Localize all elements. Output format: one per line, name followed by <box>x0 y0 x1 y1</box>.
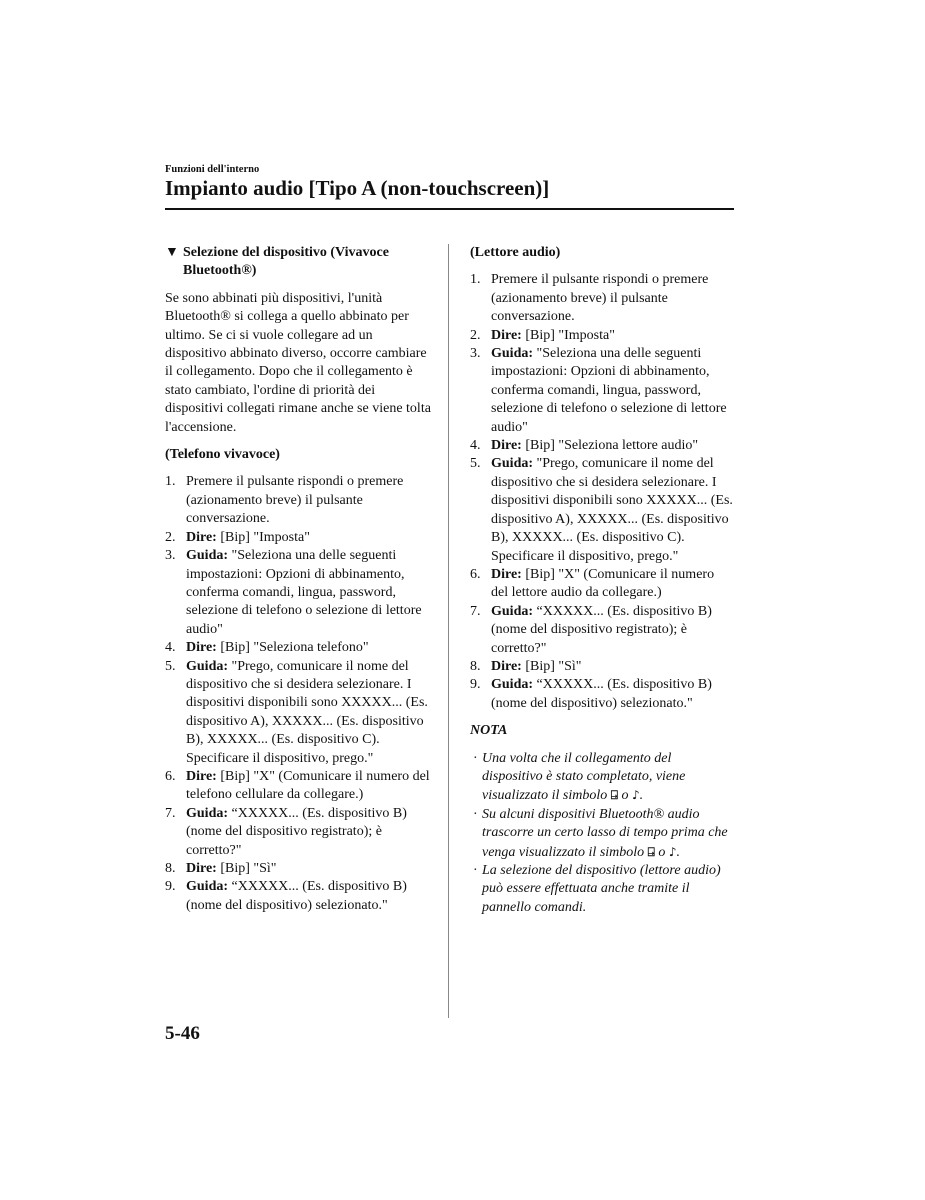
step-label: Guida: <box>491 346 534 362</box>
note-item <box>470 862 734 917</box>
step-item <box>165 529 433 547</box>
step-number: 9. <box>470 677 481 693</box>
step-label: Guida: <box>186 879 229 895</box>
step-item <box>165 805 433 860</box>
handsfree-steps <box>165 473 433 915</box>
title-rule <box>165 208 734 210</box>
step-number: 6. <box>165 768 176 784</box>
step-number: 4. <box>470 438 481 454</box>
step-item <box>470 566 734 603</box>
right-column <box>470 244 734 917</box>
step-number: 5. <box>165 658 176 674</box>
note-bullet: · <box>473 806 478 822</box>
step-label: Guida: <box>186 548 229 564</box>
step-label: Guida: <box>491 677 534 693</box>
step-label: Guida: <box>186 805 229 821</box>
step-label: Dire: <box>186 640 217 656</box>
step-label: Dire: <box>186 529 217 545</box>
step-text: [Bip] "X" (Comunicare il numero del lettore audio da collegare.) <box>491 566 715 601</box>
step-text: “XXXXX... (Es. dispositivo B) (nome del dispositivo registrato); è corretto?" <box>491 603 712 656</box>
step-number: 9. <box>165 879 176 895</box>
step-item <box>470 271 734 326</box>
step-text: “XXXXX... (Es. dispositivo B) (nome del dispositivo registrato); è corretto?" <box>186 805 407 858</box>
section-label: Funzioni dell'interno <box>165 164 260 175</box>
note-bullet: · <box>473 750 478 766</box>
step-item <box>165 473 433 528</box>
group-title-audio-player: (Lettore audio) <box>470 245 561 260</box>
note-text: . <box>639 788 644 804</box>
step-text: “XXXXX... (Es. dispositivo B) (nome del dispositivo) selezionato." <box>186 879 407 913</box>
step-number: 3. <box>165 548 176 564</box>
step-text: "Prego, comunicare il nome del dispositivo che si desidera selezionare. I dispositivi disponibili sono XXXXX... (Es. dispositivo A), XXXXX... (Es. dispositivo B), XXXXX... (Es. dispositivo C). Specificare il dispositivo, prego." <box>186 658 428 766</box>
page-number: 5-46 <box>165 1023 200 1044</box>
step-text: [Bip] "Sì" <box>216 861 277 876</box>
music-note-icon: ♪ <box>668 844 677 859</box>
step-number: 6. <box>470 566 481 582</box>
step-text: [Bip] "Imposta" <box>216 529 310 545</box>
note-text: Una volta che il collegamento del dispositivo è stato completato, viene visualizzato il simbolo <box>482 750 686 804</box>
step-item <box>165 547 433 639</box>
step-number: 1. <box>165 474 176 490</box>
note-text: o <box>654 844 669 860</box>
step-number: 5. <box>470 456 481 472</box>
step-text: "Seleziona una delle seguenti impostazioni: Opzioni di abbinamento, conferma comandi, lingua, password, selezione di telefono o selezione di lettore audio" <box>186 548 422 637</box>
page-title: Impianto audio [Tipo A (non-touchscreen)] <box>165 176 550 200</box>
intro-paragraph: Se sono abbinati più dispositivi, l'unità Bluetooth® si collega a quello abbinato per ultimo. Se ci si vuole collegare ad un dispositivo abbinato diverso, occorre cambiare il collegamento. Dopo che il collegamento è stato cambiato, l'ordine di priorità dei dispositivi collegati rimane anche se viene tolta l'accensione. <box>165 290 431 435</box>
step-number: 4. <box>165 640 176 656</box>
step-label: Dire: <box>186 768 217 784</box>
step-label: Dire: <box>186 861 217 876</box>
step-item <box>165 860 433 878</box>
step-label: Guida: <box>491 456 534 472</box>
bluetooth-device-icon: ⍈ <box>647 844 655 859</box>
step-text: Premere il pulsante rispondi o premere (azionamento breve) il pulsante conversazione. <box>186 474 404 527</box>
step-label: Dire: <box>491 438 522 454</box>
step-number: 2. <box>470 327 481 343</box>
music-note-icon: ♪ <box>631 788 640 803</box>
step-text: [Bip] "Imposta" <box>521 327 615 343</box>
step-text: [Bip] "Seleziona lettore audio" <box>521 438 699 454</box>
note-text: Su alcuni dispositivi Bluetooth® audio trascorre un certo lasso di tempo prima che venga visualizzato il simbolo <box>482 806 728 860</box>
audio-player-steps <box>470 271 734 713</box>
step-text: [Bip] "Seleziona telefono" <box>216 640 369 656</box>
note-title: NOTA <box>470 723 508 739</box>
step-text: "Prego, comunicare il nome del dispositivo che si desidera selezionare. I dispositivi disponibili sono XXXXX... (Es. dispositivo A), XXXXX... (Es. dispositivo B), XXXXX... (Es. dispositivo C). Specificare il dispositivo, prego." <box>491 456 733 564</box>
step-item <box>470 603 734 658</box>
step-item <box>470 327 734 345</box>
step-number: 3. <box>470 346 481 362</box>
step-number: 8. <box>165 861 176 876</box>
left-column <box>165 244 433 924</box>
step-number: 2. <box>165 529 176 545</box>
step-number: 8. <box>470 658 481 674</box>
step-label: Dire: <box>491 566 522 582</box>
step-text: "Seleziona una delle seguenti impostazioni: Opzioni di abbinamento, conferma comandi, lingua, password, selezione di telefono o selezione di lettore audio" <box>491 346 727 435</box>
step-text: Premere il pulsante rispondi o premere (azionamento breve) il pulsante conversazione. <box>491 272 709 325</box>
step-item <box>165 639 433 657</box>
subsection-heading <box>165 244 433 281</box>
step-item <box>470 345 734 437</box>
step-text: [Bip] "X" (Comunicare il numero del telefono cellulare da collegare.) <box>186 768 430 803</box>
column-divider <box>448 244 449 1018</box>
step-label: Guida: <box>491 603 534 619</box>
step-label: Dire: <box>491 327 522 343</box>
step-text: [Bip] "Sì" <box>521 658 582 674</box>
bluetooth-device-icon: ⍈ <box>610 788 618 803</box>
subsection-heading-text: Selezione del dispositivo (Vivavoce Bluetooth®) <box>183 245 389 279</box>
step-item <box>165 768 433 805</box>
note-bullet: · <box>473 863 478 878</box>
triangle-marker-icon: ▼ <box>165 245 179 260</box>
note-list <box>470 750 734 918</box>
step-item <box>165 658 433 768</box>
step-item <box>165 878 433 915</box>
step-text: “XXXXX... (Es. dispositivo B) (nome del dispositivo) selezionato." <box>491 677 712 711</box>
note-text: La selezione del dispositivo (lettore audio) può essere effettuata anche tramite il pannello comandi. <box>482 863 721 915</box>
step-item <box>470 658 734 676</box>
group-title-handsfree: (Telefono vivavoce) <box>165 447 280 463</box>
step-item <box>470 437 734 455</box>
step-number: 1. <box>470 272 481 288</box>
note-item <box>470 806 734 862</box>
note-text: . <box>676 844 681 860</box>
note-text: o <box>617 788 632 804</box>
step-item <box>470 676 734 713</box>
step-item <box>470 455 734 565</box>
note-item <box>470 750 734 806</box>
step-number: 7. <box>165 805 176 821</box>
step-number: 7. <box>470 603 481 619</box>
step-label: Dire: <box>491 658 522 674</box>
step-label: Guida: <box>186 658 229 674</box>
